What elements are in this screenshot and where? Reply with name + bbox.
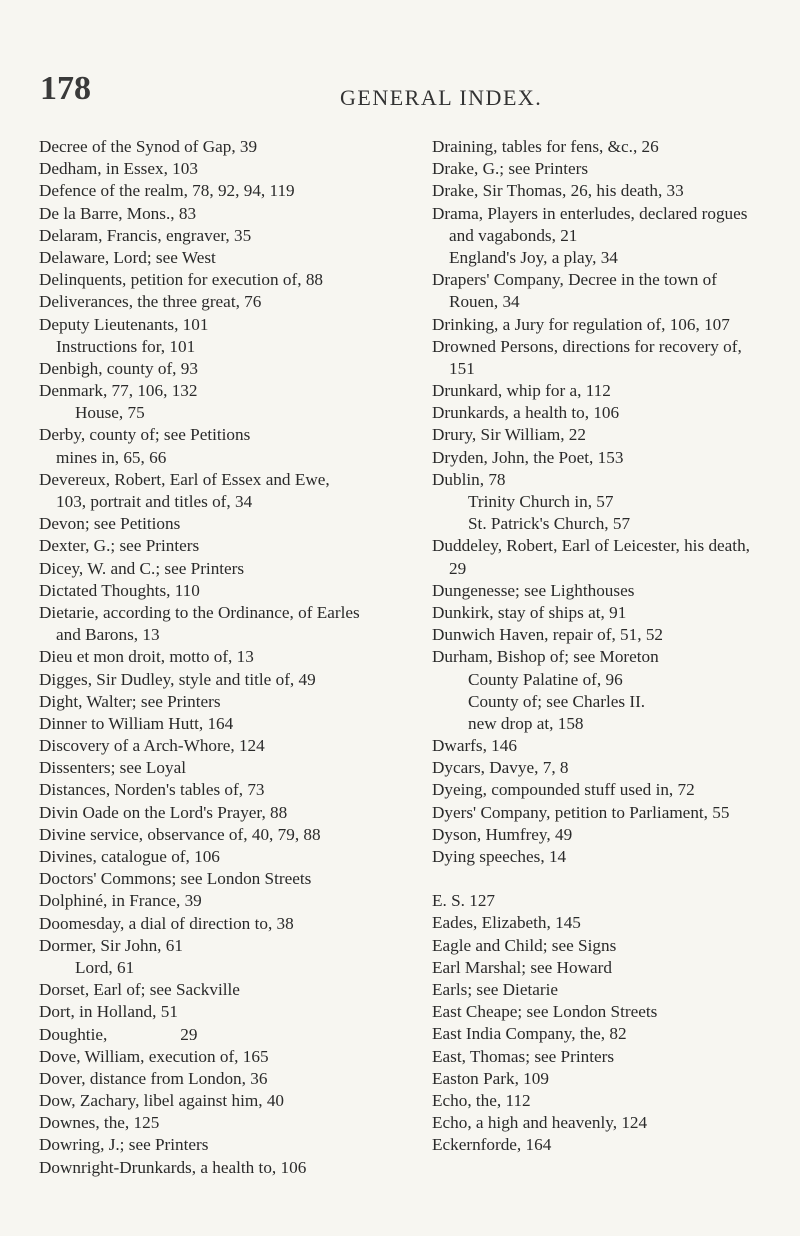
index-entry: Derby, county of; see Petitions [39,425,251,445]
index-entry: Drowned Persons, directions for recovery of, [432,336,742,356]
index-entry: Dublin, 78 [432,469,506,489]
index-entry: Downes, the, 125 [39,1113,160,1133]
index-entry: Dedham, in Essex, 103 [39,159,198,179]
index-entry: Drapers' Company, Decree in the town of [432,270,718,290]
index-subentry: new drop at, 158 [468,713,584,733]
index-subentry: Trinity Church in, 57 [468,492,614,511]
index-entry: Dyson, Humfrey, 49 [432,824,573,844]
index-entry: Dicey, W. and C.; see Printers [39,558,245,578]
index-entry: Denbigh, county of, 93 [39,358,198,378]
index-subentry: Rouen, 34 [449,292,520,312]
index-entry: East Cheape; see London Streets [432,1002,658,1022]
index-entry: Dover, distance from London, 36 [39,1068,268,1088]
index-entry: Draining, tables for fens, &c., 26 [432,137,659,156]
index-entry: Dissenters; see Loyal [39,758,187,778]
index-subentry: County of; see Charles II. [468,691,646,711]
index-subentry: Instructions for, 101 [56,336,196,356]
index-entry: Dolphiné, in France, 39 [39,891,202,911]
index-entry: Divines, catalogue of, 106 [39,847,220,866]
index-entry: Defence of the realm, 78, 92, 94, 119 [39,181,295,201]
index-entry: Eades, Elizabeth, 145 [432,913,581,933]
section-gap [432,868,796,890]
index-entry: Dyers' Company, petition to Parliament, 55 [432,802,730,822]
running-head: GENERAL INDEX. [340,85,543,110]
index-entry: Doctors' Commons; see London Streets [39,869,312,889]
index-entry: Drury, Sir William, 22 [432,425,586,445]
index-entry: Delaware, Lord; see West [39,247,216,267]
index-entry: Deliverances, the three great, 76 [39,292,262,312]
index-entry: Earl Marshal; see Howard [432,957,612,977]
index-entry: Doughtie, 29 [39,1024,198,1044]
index-entry: E. S. 127 [432,891,496,911]
index-entry: Drama, Players in enterludes, declared rogues [432,203,748,223]
index-entry: Drake, G.; see Printers [432,159,589,179]
index-entry: Dowring, J.; see Printers [39,1135,209,1155]
index-entry: Dwarfs, 146 [432,736,517,756]
index-entry: Dexter, G.; see Printers [39,536,200,556]
index-entry: Drunkards, a health to, 106 [432,403,620,423]
index-entry: Duddeley, Robert, Earl of Leicester, his death, [432,536,750,556]
index-subentry: 29 [449,558,467,578]
index-entry: Easton Park, 109 [432,1068,549,1088]
index-subentry: and Barons, 13 [56,625,160,645]
index-entry: Drinking, a Jury for regulation of, 106, 107 [432,314,730,334]
index-entry: Dryden, John, the Poet, 153 [432,447,624,467]
index-entry: Delaram, Francis, engraver, 35 [39,225,252,245]
index-subentry: St. Patrick's Church, 57 [468,514,631,534]
index-entry: Drake, Sir Thomas, 26, his death, 33 [432,181,684,201]
index-subentry: Lord, 61 [75,957,135,977]
index-column-right [432,136,796,1156]
index-entry: Dight, Walter; see Printers [39,691,221,711]
index-entry: Decree of the Synod of Gap, 39 [39,137,258,156]
index-entry: Deputy Lieutenants, 101 [39,314,209,334]
index-entry: Downright-Drunkards, a health to, 106 [39,1157,307,1177]
index-entry: Dorset, Earl of; see Sackville [39,980,240,1000]
index-subentry: County Palatine of, 96 [468,669,623,689]
index-entry: Dyeing, compounded stuff used in, 72 [432,780,695,800]
index-entry: Distances, Norden's tables of, 73 [39,780,265,800]
index-column-left [39,136,424,1179]
index-subentry: and vagabonds, 21 [449,225,578,245]
index-entry: Divine service, observance of, 40, 79, 88 [39,824,321,844]
index-entry: Denmark, 77, 106, 132 [39,381,198,401]
index-entry: Drunkard, whip for a, 112 [432,381,611,401]
index-entry: Devon; see Petitions [39,514,181,534]
index-entry: De la Barre, Mons., 83 [39,203,197,223]
index-subentry: 103, portrait and titles of, 34 [56,492,253,511]
index-entry: Divin Oade on the Lord's Prayer, 88 [39,802,288,822]
index-entry: Dormer, Sir John, 61 [39,935,183,955]
index-subentry: mines in, 65, 66 [56,447,167,467]
index-entry: Dycars, Davye, 7, 8 [432,758,569,778]
index-entry: Durham, Bishop of; see Moreton [432,647,659,667]
index-entry: Eagle and Child; see Signs [432,935,617,955]
index-entry: Dunkirk, stay of ships at, 91 [432,602,627,622]
index-entry: Echo, a high and heavenly, 124 [432,1113,648,1133]
index-subentry: England's Joy, a play, 34 [449,247,618,267]
index-entry: East, Thomas; see Printers [432,1046,615,1066]
index-entry: Discovery of a Arch-Whore, 124 [39,736,265,756]
index-subentry: 151 [449,358,475,378]
index-entry: Echo, the, 112 [432,1090,531,1110]
index-entry: Dove, William, execution of, 165 [39,1046,269,1066]
index-entry: Dunwich Haven, repair of, 51, 52 [432,625,664,645]
index-entry: Dying speeches, 14 [432,847,567,866]
index-entry: East India Company, the, 82 [432,1024,627,1044]
index-entry: Dictated Thoughts, 110 [39,580,200,600]
index-entry: Digges, Sir Dudley, style and title of, 49 [39,669,316,689]
index-entry: Dungenesse; see Lighthouses [432,580,635,600]
index-entry: Dort, in Holland, 51 [39,1002,178,1022]
index-entry: Dietarie, according to the Ordinance, of Earles [39,602,360,622]
index-entry: Dow, Zachary, libel against him, 40 [39,1091,285,1111]
index-entry: Delinquents, petition for execution of, 88 [39,270,324,290]
index-entry: Earls; see Dietarie [432,979,558,999]
index-entry: Eckernforde, 164 [432,1135,552,1155]
index-entry: Dinner to William Hutt, 164 [39,713,234,733]
page-number: 178 [40,70,91,107]
index-entry: Dieu et mon droit, motto of, 13 [39,647,254,667]
index-subentry: House, 75 [75,403,145,423]
index-entry: Devereux, Robert, Earl of Essex and Ewe, [39,469,330,489]
index-entry: Doomesday, a dial of direction to, 38 [39,913,294,933]
